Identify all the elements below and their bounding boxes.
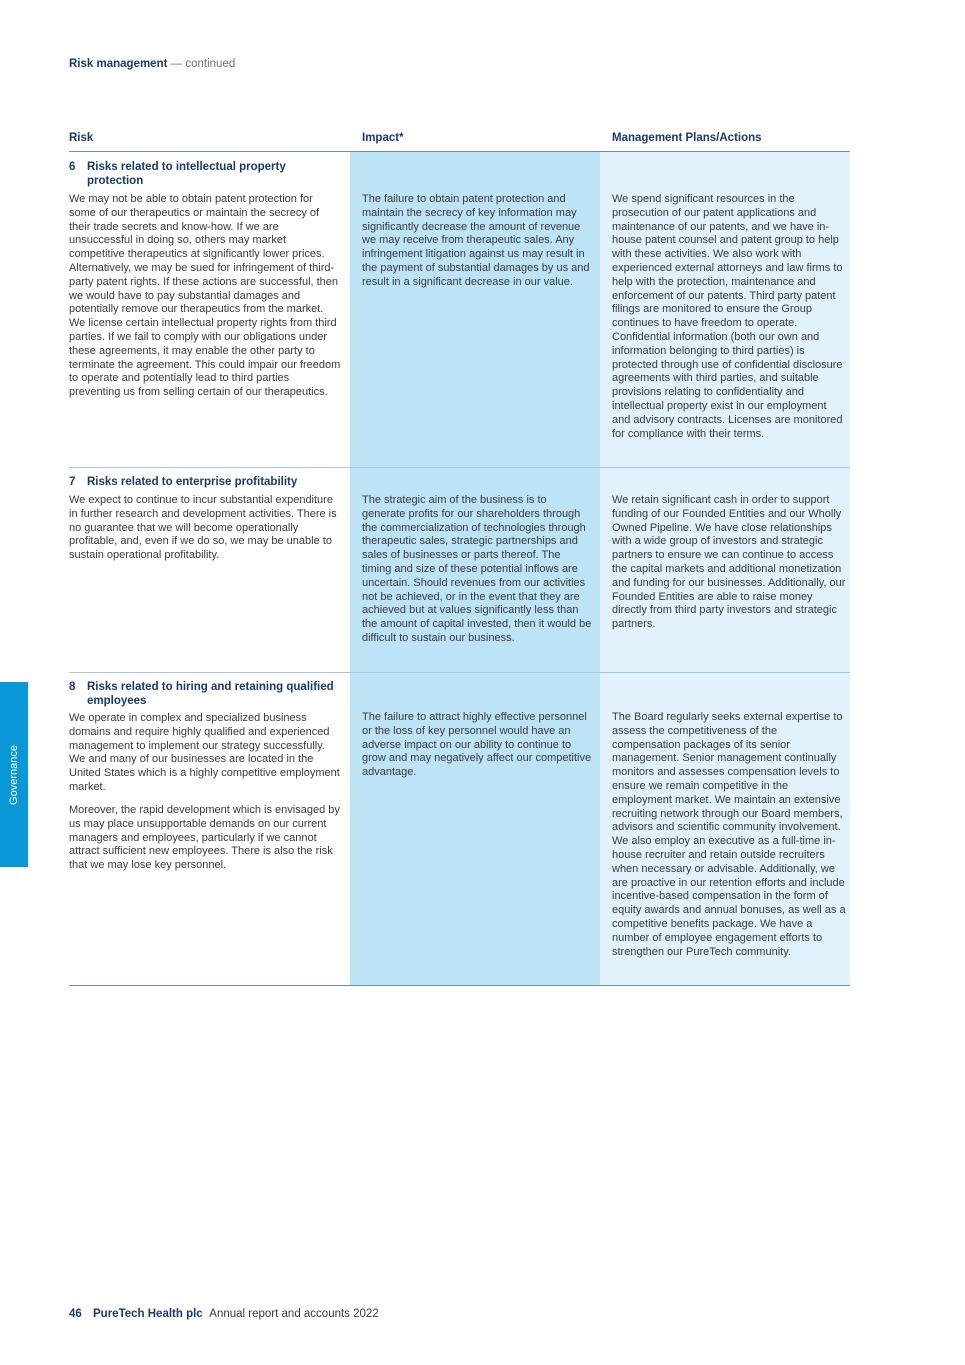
risk-8-number: 8 <box>69 681 76 693</box>
column-header-management: Management Plans/Actions <box>612 132 762 144</box>
header-continued: — continued <box>170 58 236 70</box>
page-footer <box>69 1308 379 1320</box>
row-divider <box>69 672 850 673</box>
risk-7-title <box>69 475 339 489</box>
table-bottom-divider <box>69 985 850 986</box>
risk-8-description-1: We operate in complex and specialized business domains and require highly qualified and experienced management to implement our strategy successfully. We and many of our businesses are located in the United States which is a highly competitive employment market. <box>69 712 340 793</box>
risk-6-title <box>69 160 339 188</box>
risk-8-impact: The failure to attract highly effective personnel or the loss of key personnel would have an adverse impact on our ability to continue to grow and may negatively affect our competitive advantage. <box>362 711 592 779</box>
header-divider <box>69 151 850 152</box>
header-title: Risk management <box>69 58 168 70</box>
footer-report: Annual report and accounts 2022 <box>209 1308 379 1320</box>
column-header-impact: Impact* <box>362 132 404 144</box>
risk-6-number: 6 <box>69 161 76 173</box>
risk-8-title <box>69 680 339 708</box>
risk-6-impact: The failure to obtain patent protection and maintain the secrecy of key information may significantly decrease the amount of revenue we may receive from therapeutic sales. Any infringement litigation against us may result in the payment of substantial damages by us and result in a significant decrease in our value. <box>362 193 590 288</box>
footer-company: PureTech Health plc <box>93 1308 203 1320</box>
risk-7-management: We retain significant cash in order to support funding of our Founded Entities and our Wholly Owned Pipeline. We have close relationships with a wide group of investors and strategic partners to ensure we can continue to access the capital markets and additional monetization and funding for our businesses. Additionally, our Founded Entities are able to raise money directly from third party investors and strategic partners. <box>612 494 846 631</box>
risk-6-management: We spend significant resources in the prosecution of our patent applications and maintenance of our patents, and we have in-house patent counsel and patent group to help with these activities. We also work with experienced external attorneys and law firms to help with the protection, maintenance and enforcement of our patents. Third party patent filings are monitored to ensure the Group continues to have freedom to operate. Confidential information (both our own and information belonging to third parties) is protected through use of confidential disclosure agreements with third parties, and suitable provisions relating to confidentiality and intellectual property exist in our employment and advisory contracts. Licenses are monitored for compliance with their terms. <box>612 193 843 440</box>
risk-7-description: We expect to continue to incur substantial expenditure in further research and development activities. There is no guarantee that we will become operationally profitable, and, even if we do so, we may be unable to sustain operational profitability. <box>69 494 337 562</box>
risk-7-number: 7 <box>69 476 76 488</box>
risk-7-impact: The strategic aim of the business is to generate profits for our shareholders through the commercialization of technologies through therapeutic sales, strategic partnerships and sales of businesses or parts thereof. The timing and size of these potential inflows are uncertain. Should revenues from our activities not be achieved, or in the event that they are achieved but at values significantly less than the amount of capital invested, then it would be difficult to sustain our business. <box>362 494 592 644</box>
side-tab-label: Governance <box>8 744 20 805</box>
risk-8-heading: Risks related to hiring and retaining qualified employees <box>87 681 334 707</box>
risk-6-heading: Risks related to intellectual property protection <box>87 161 286 187</box>
row-divider <box>69 467 850 468</box>
risk-6-description: We may not be able to obtain patent protection for some of our therapeutics or maintain the secrecy of their trade secrets and know-how. If we are unsuccessful in doing so, others may market competitive therapeutics at significantly lower prices. Alternatively, we may be sued for infringement of third-party patent rights. If these actions are successful, then we would have to pay substantial damages and potentially remove our therapeutics from the market. We license certain intellectual property rights from third parties. If we fail to comply with our obligations under these agreements, it may enable the other party to terminate the agreement. This could impair our freedom to operate and potentially lead to third parties preventing us from selling certain of our therapeutics. <box>69 193 341 399</box>
risk-7-heading: Risks related to enterprise profitability <box>87 476 298 488</box>
page-number: 46 <box>69 1308 82 1320</box>
risk-8-description-2: Moreover, the rapid development which is envisaged by us may place unsupportable demands on our current managers and employees, particularly if we cannot attract sufficient new employees. There is also the risk that we may lose key personnel. <box>69 804 340 872</box>
page-header <box>69 58 235 70</box>
risk-8-management: The Board regularly seeks external expertise to assess the competitiveness of the compensation packages of its senior management. Senior management continually monitors and assesses compensation levels to ensure we remain competitive in the employment market. We maintain an extensive recruiting network through our Board members, advisors and scientific community involvement. We also employ an executive as a full-time in-house recruiter and retain outside recruiters when necessary or advisable. Additionally, we are proactive in our retention efforts and include incentive-based compensation in the form of equity awards and annual bonuses, as well as a competitive benefits package. We have a number of employee engagement efforts to strengthen our PureTech community. <box>612 711 846 958</box>
governance-section-tab[interactable] <box>0 682 28 867</box>
column-header-risk: Risk <box>69 132 94 144</box>
